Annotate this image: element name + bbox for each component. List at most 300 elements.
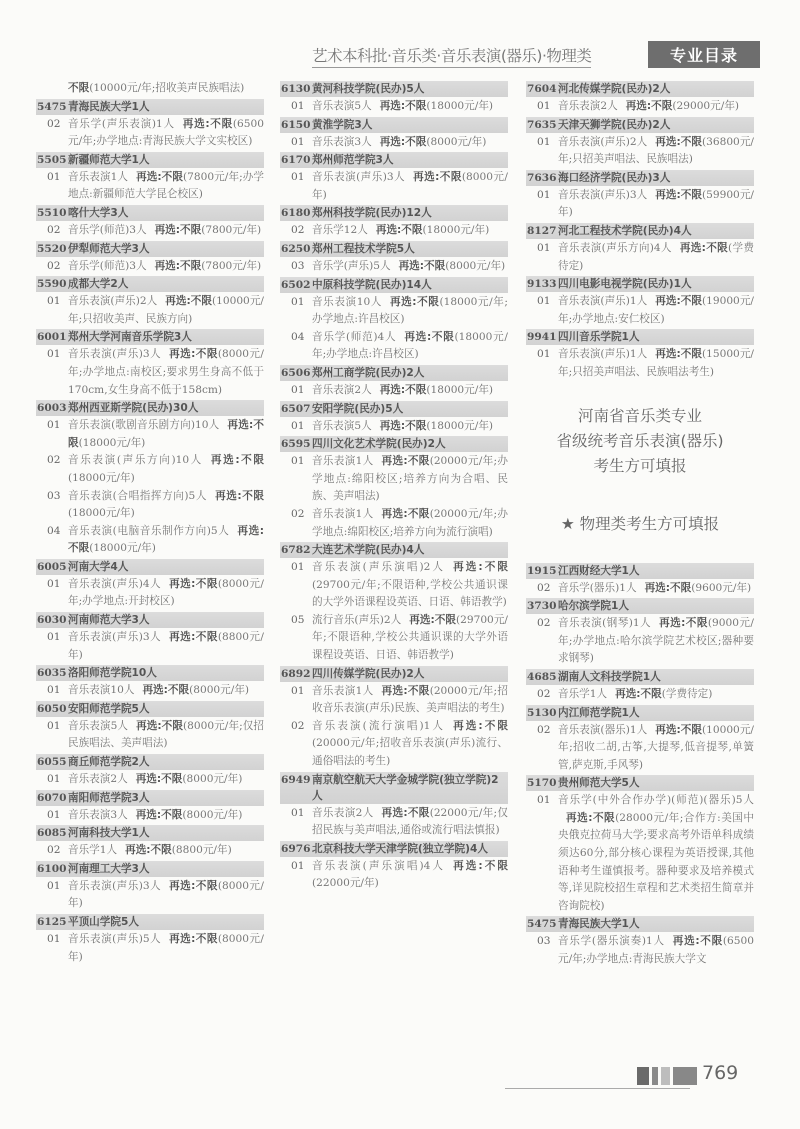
major-code: 01 xyxy=(537,348,551,361)
major-code xyxy=(47,80,68,98)
footer-divider xyxy=(505,1088,690,1089)
school-name: 四川文化艺术学院(民办)2人 xyxy=(312,438,446,451)
major-entry xyxy=(280,258,508,276)
major-code: 01 xyxy=(47,348,61,361)
reselect-requirement: 再选:不限 xyxy=(154,259,202,272)
major-entry xyxy=(280,718,508,771)
major-text xyxy=(312,612,508,665)
major-name: 音乐表演2人 xyxy=(558,100,618,112)
school-name: 安阳学院(民办)5人 xyxy=(312,402,404,415)
reselect-requirement: 再选:不限 xyxy=(165,295,212,308)
school-header xyxy=(36,241,264,257)
major-code: 01 xyxy=(537,188,551,201)
school-header xyxy=(36,665,264,681)
school-name: 内江师范学院1人 xyxy=(558,706,640,719)
major-text xyxy=(558,686,754,704)
major-text xyxy=(68,258,264,276)
major-note: (19000元/年;办学地点:安仁校区) xyxy=(558,295,754,325)
major-entry xyxy=(36,771,264,789)
major-name: 音乐表演10人 xyxy=(68,684,135,697)
school-name: 郑州大学河南音乐学院3人 xyxy=(68,331,192,344)
school-header xyxy=(526,276,754,292)
major-entry xyxy=(280,858,508,893)
school-code: 5130 xyxy=(527,706,557,719)
major-entry xyxy=(526,240,754,275)
major-name: 音乐学(器乐)1人 xyxy=(558,581,637,594)
major-code: 01 xyxy=(537,241,551,254)
major-entry xyxy=(280,453,508,506)
school-code: 6150 xyxy=(281,118,311,131)
major-name: 音乐表演5人 xyxy=(68,719,129,732)
major-name: 音乐学(声乐表演)1人 xyxy=(68,117,175,130)
major-entry xyxy=(36,931,264,966)
major-note: (8000元/年;办学地点:南校区;要求男生身高不低于170cm,女生身高不低于158cm) xyxy=(68,348,264,396)
school-name: 喀什大学3人 xyxy=(68,206,129,219)
major-name: 音乐表演5人 xyxy=(312,100,372,112)
major-text xyxy=(68,488,264,523)
major-name: 音乐学1人 xyxy=(558,687,608,700)
major-entry xyxy=(36,258,264,276)
school-header xyxy=(526,81,754,97)
school-name: 河南理工大学3人 xyxy=(68,862,150,875)
reselect-requirement: 再选:不限 xyxy=(389,295,440,308)
school-name: 河南师范大学3人 xyxy=(68,614,150,627)
school-name: 中原科技学院(民办)14人 xyxy=(312,278,432,291)
school-code: 4685 xyxy=(527,670,557,683)
school-header xyxy=(36,400,264,416)
major-note: (28000元/年;合作方:美国中央俄克拉荷马大学;要求高考外语单科成绩须达60分,部分核心课程为英语授课,其他语种考生谨慎报考。器种要求及培养模式等,详见院校招生章程和艺术类招生简章并咨询院校) xyxy=(558,811,754,912)
major-code: 01 xyxy=(291,455,305,468)
major-name: 音乐表演1人 xyxy=(312,455,374,468)
major-text xyxy=(558,134,754,169)
school-code: 6005 xyxy=(37,560,67,573)
reselect-requirement: 再选:不限 xyxy=(68,419,264,449)
major-entry xyxy=(526,580,754,598)
school-header xyxy=(526,705,754,721)
school-code: 3730 xyxy=(527,600,557,613)
major-text xyxy=(68,452,264,487)
major-note: (29700元/年;不限语种,学校公共通识课的大学外语课程设英语、日语、韩语教学) xyxy=(312,578,508,609)
major-text xyxy=(68,80,264,98)
major-text xyxy=(68,293,264,328)
reselect-requirement: 再选:不限 xyxy=(169,933,218,945)
major-code: 03 xyxy=(47,489,61,502)
reselect-requirement: 再选:不限 xyxy=(68,524,264,555)
major-name: 音乐学(声乐)5人 xyxy=(312,259,391,272)
major-text xyxy=(312,222,508,240)
reselect-requirement: 再选:不限 xyxy=(615,687,662,700)
reselect-requirement: 再选:不限 xyxy=(679,241,729,254)
major-code: 01 xyxy=(291,684,305,697)
major-name: 音乐表演(器乐)1人 xyxy=(558,723,648,736)
school-code: 6250 xyxy=(281,242,311,255)
major-text xyxy=(68,523,264,558)
major-entry xyxy=(280,382,508,400)
major-note: (8000元/年) xyxy=(68,879,264,910)
column-middle xyxy=(280,80,508,893)
major-code: 02 xyxy=(47,223,61,236)
major-entry xyxy=(526,615,754,668)
major-entry xyxy=(36,718,264,753)
major-note: (10000元/年;招收二胡,古筝,大提琴,低音提琴,单簧管,萨克斯,手风琴) xyxy=(558,723,754,771)
school-name: 郑州工程技术学院5人 xyxy=(312,242,415,255)
major-note: (9000元/年;办学地点:哈尔滨学院艺术校区;器种要求钢琴) xyxy=(558,617,754,665)
major-entry xyxy=(280,329,508,364)
major-code: 01 xyxy=(47,719,61,732)
school-name: 河北传媒学院(民办)2人 xyxy=(558,83,671,95)
major-text xyxy=(312,683,508,718)
school-code: 6180 xyxy=(281,207,311,220)
major-code: 02 xyxy=(47,844,61,857)
major-note: (18000元/年) xyxy=(426,419,494,432)
major-text xyxy=(558,293,754,328)
major-code: 01 xyxy=(291,806,305,819)
major-name: 音乐表演(钢琴)1人 xyxy=(558,617,652,630)
school-name: 湖南人文科技学院1人 xyxy=(558,670,661,683)
major-name: 音乐学(器乐演奏)1人 xyxy=(558,935,665,948)
reselect-requirement: 再选:不限 xyxy=(215,489,264,502)
school-code: 6506 xyxy=(281,366,311,379)
major-text xyxy=(312,718,508,771)
school-code: 5510 xyxy=(37,206,67,219)
major-note: (8000元/年;仅招民族唱法、美声唱法) xyxy=(68,719,264,750)
major-text xyxy=(558,933,754,968)
major-code: 02 xyxy=(537,617,551,630)
school-header xyxy=(36,790,264,806)
major-entry xyxy=(36,523,264,558)
school-header xyxy=(280,666,508,682)
major-code: 01 xyxy=(47,170,61,183)
school-header xyxy=(526,598,754,614)
major-text xyxy=(68,771,264,789)
major-entry xyxy=(36,576,264,611)
major-code: 02 xyxy=(291,507,305,520)
major-code: 01 xyxy=(537,100,551,112)
major-entry xyxy=(280,506,508,541)
major-entry xyxy=(36,878,264,913)
reselect-requirement: 再选:不限 xyxy=(398,259,446,272)
major-text xyxy=(312,559,508,612)
school-code: 7635 xyxy=(527,118,557,131)
major-note: (10000元/年;只招收美声、民族方向) xyxy=(68,295,264,325)
school-name: 商丘师范学院2人 xyxy=(68,756,150,769)
major-code: 01 xyxy=(47,933,61,945)
reselect-requirement: 再选:不限 xyxy=(379,100,427,112)
major-code: 01 xyxy=(47,577,61,590)
major-note: (18000元/年;办学地点:许昌校区) xyxy=(312,295,508,326)
major-entry xyxy=(526,98,754,116)
major-text xyxy=(312,294,508,329)
major-code: 01 xyxy=(291,561,305,574)
reselect-requirement: 再选:不限 xyxy=(210,454,264,467)
major-entry xyxy=(36,80,264,98)
school-header xyxy=(526,117,754,133)
major-name: 音乐学(师范)3人 xyxy=(68,259,147,272)
reselect-requirement: 再选:不限 xyxy=(453,859,508,872)
reselect-requirement: 再选:不限 xyxy=(136,719,183,732)
school-name: 江西财经大学1人 xyxy=(558,564,640,577)
school-header xyxy=(36,152,264,168)
major-name: 音乐表演(声乐演唱)4人 xyxy=(312,859,446,872)
reselect-requirement: 再选:不限 xyxy=(566,811,616,824)
major-name: 音乐表演3人 xyxy=(312,135,372,148)
reselect-requirement: 再选:不限 xyxy=(655,723,702,736)
column-right xyxy=(526,80,754,969)
major-text xyxy=(68,931,264,966)
major-note: (学费待定) xyxy=(558,241,754,272)
major-name: 音乐表演(声乐)5人 xyxy=(68,933,162,945)
school-header xyxy=(36,701,264,717)
school-header xyxy=(280,401,508,417)
school-header xyxy=(36,914,264,930)
school-header xyxy=(280,841,508,857)
major-entry xyxy=(36,293,264,328)
school-code: 6030 xyxy=(37,614,67,627)
school-header xyxy=(36,276,264,292)
major-text xyxy=(558,580,754,598)
major-entry xyxy=(36,222,264,240)
major-text xyxy=(312,506,508,541)
major-note: (18000元/年) xyxy=(422,224,490,237)
school-name: 南阳师范学院3人 xyxy=(68,791,150,804)
major-code: 02 xyxy=(47,454,61,467)
school-header xyxy=(36,559,264,575)
major-entry xyxy=(526,187,754,222)
reselect-requirement: 再选:不限 xyxy=(169,631,218,644)
major-code: 04 xyxy=(291,330,305,343)
major-name: 音乐学12人 xyxy=(312,224,368,237)
reselect-requirement: 再选:不限 xyxy=(169,879,218,892)
major-note: (8000元/年) xyxy=(182,808,243,821)
school-name: 安阳师范学院5人 xyxy=(68,702,150,715)
major-name: 音乐表演(声乐)3人 xyxy=(558,188,648,201)
school-name: 郑州师范学院3人 xyxy=(312,154,394,167)
school-code: 6085 xyxy=(37,827,67,840)
school-header xyxy=(526,329,754,345)
major-text xyxy=(68,346,264,399)
major-text xyxy=(68,807,264,825)
major-entry xyxy=(280,559,508,612)
school-header xyxy=(526,170,754,186)
major-text xyxy=(68,682,264,700)
major-text xyxy=(312,858,508,893)
major-note: (7800元/年;办学地点:新疆师范大学昆仑校区) xyxy=(68,170,264,201)
major-name: 音乐表演(声乐)3人 xyxy=(68,631,162,644)
school-code: 5590 xyxy=(37,278,67,291)
school-header xyxy=(280,81,508,97)
reselect-requirement: 再选:不限 xyxy=(453,561,508,574)
major-note: (59900元/年) xyxy=(558,188,754,219)
school-header xyxy=(36,99,264,115)
major-note: (18000元/年) xyxy=(89,542,156,555)
school-header xyxy=(280,205,508,221)
school-name: 青海民族大学1人 xyxy=(68,100,150,113)
major-text xyxy=(558,240,754,275)
major-code: 01 xyxy=(291,135,305,148)
major-entry xyxy=(526,134,754,169)
reselect-requirement: 再选:不限 xyxy=(125,844,172,857)
page-number: 769 xyxy=(702,1062,739,1084)
major-name: 音乐表演(声乐演唱)2人 xyxy=(312,561,446,574)
subsection-heading xyxy=(526,513,754,535)
major-entry xyxy=(36,682,264,700)
major-note: (20000元/年;办学地点:绵阳校区;培养方向为流行演唱) xyxy=(312,507,508,538)
major-note: (15000元/年;只招美声唱法、民族唱法考生) xyxy=(558,348,754,378)
school-header xyxy=(526,563,754,579)
major-code: 02 xyxy=(537,723,551,736)
school-code: 9941 xyxy=(527,331,557,344)
school-header xyxy=(280,241,508,257)
reselect-requirement: 再选:不限 xyxy=(409,613,456,626)
major-name: 音乐表演(流行演唱)1人 xyxy=(312,719,446,732)
major-text xyxy=(68,842,264,860)
school-header xyxy=(526,223,754,239)
reselect-requirement: 再选:不限 xyxy=(453,719,508,732)
school-name: 成都大学2人 xyxy=(68,278,129,291)
school-code: 5520 xyxy=(37,242,67,255)
major-note: (18000元/年) xyxy=(68,507,135,520)
school-name: 洛阳师范学院10人 xyxy=(68,667,157,680)
reselect-requirement: 再选:不限 xyxy=(655,295,702,308)
school-header xyxy=(36,329,264,345)
reselect-requirement: 再选:不限 xyxy=(136,170,183,183)
reselect-requirement: 再选:不限 xyxy=(169,348,218,361)
major-name: 音乐表演3人 xyxy=(68,808,128,821)
major-note: (9600元/年) xyxy=(691,581,752,594)
major-note: (8000元/年) xyxy=(182,773,243,786)
reselect-requirement: 再选:不限 xyxy=(375,224,423,237)
major-entry xyxy=(280,805,508,840)
reselect-requirement: 再选:不限 xyxy=(381,507,430,520)
major-code: 01 xyxy=(47,631,61,644)
school-code: 9133 xyxy=(527,278,557,291)
major-note: (29000元/年) xyxy=(672,100,740,112)
major-code: 02 xyxy=(47,117,61,130)
major-entry xyxy=(526,722,754,775)
school-name: 南京航空航天大学金城学院(独立学院)2人 xyxy=(312,773,499,802)
notice-line: 省级统考音乐表演(器乐) xyxy=(556,431,724,450)
school-code: 7604 xyxy=(527,83,557,95)
major-note: (8800元/年) xyxy=(171,844,232,857)
school-header xyxy=(280,772,508,804)
major-entry xyxy=(280,98,508,116)
school-header xyxy=(526,916,754,932)
major-note: (7800元/年) xyxy=(201,223,262,236)
major-code: 01 xyxy=(47,808,61,821)
column-left xyxy=(36,80,264,966)
school-name: 贵州师范大学5人 xyxy=(558,777,640,790)
school-header xyxy=(36,825,264,841)
school-code: 6502 xyxy=(281,278,311,291)
major-entry xyxy=(526,346,754,381)
page-decoration xyxy=(637,1067,697,1085)
school-code: 6055 xyxy=(37,756,67,769)
reselect-requirement: 再选:不限 xyxy=(135,808,183,821)
school-code: 6003 xyxy=(37,402,67,415)
major-text xyxy=(68,878,264,913)
major-text xyxy=(68,222,264,240)
reselect-requirement: 再选:不限 xyxy=(659,617,708,630)
major-text xyxy=(68,417,264,452)
major-name: 音乐表演(声乐)3人 xyxy=(68,348,162,361)
subsection-title: 物理类考生方可填报 xyxy=(579,514,720,533)
major-text xyxy=(68,169,264,204)
major-note: (20000元/年;办学地点:绵阳校区;培养方向为合唱、民族、美声唱法) xyxy=(312,455,508,503)
major-text xyxy=(312,418,508,436)
school-name: 哈尔滨学院1人 xyxy=(558,600,629,613)
reselect-requirement: 再选:不限 xyxy=(135,773,183,786)
school-name: 北京科技大学天津学院(独立学院)4人 xyxy=(312,842,488,855)
major-note: (8000元/年) xyxy=(312,171,508,201)
major-note: (22000元/年;仅招民族与美声唱法,通俗或流行唱法慎报) xyxy=(312,806,508,837)
major-name: 音乐表演5人 xyxy=(312,419,372,432)
major-note: (学费待定) xyxy=(661,687,713,700)
school-name: 郑州工商学院(民办)2人 xyxy=(312,366,425,379)
major-entry xyxy=(36,417,264,452)
school-header xyxy=(280,152,508,168)
major-code: 01 xyxy=(291,171,305,184)
star-icon: ★ xyxy=(560,514,580,533)
reselect-requirement: 再选:不限 xyxy=(413,171,462,184)
major-note: (6500元/年;办学地点:青海民族大学文 xyxy=(558,935,754,966)
school-code: 8127 xyxy=(527,224,557,237)
major-name: 音乐表演(合唱指挥方向)5人 xyxy=(68,489,208,502)
major-entry xyxy=(526,792,754,915)
major-note: (6500元/年;办学地点:青海民族大学文实校区) xyxy=(68,117,264,148)
major-code: 01 xyxy=(291,419,305,432)
major-code: 05 xyxy=(291,613,305,626)
major-note: (20000元/年;招收音乐表演(声乐)民族、美声唱法的考生) xyxy=(312,684,508,715)
reselect-requirement: 再选:不限 xyxy=(381,806,430,819)
major-entry xyxy=(36,488,264,523)
major-entry xyxy=(280,612,508,665)
school-code: 6070 xyxy=(37,791,67,804)
major-note: (18000元/年;办学地点:许昌校区) xyxy=(312,330,508,361)
major-name: 音乐表演(声乐)1人 xyxy=(558,348,648,361)
reselect-requirement: 再选:不限 xyxy=(655,188,702,201)
major-note: (8000元/年) xyxy=(426,135,487,148)
major-code: 03 xyxy=(291,259,305,272)
major-note: (36800元/年;只招美声唱法、民族唱法) xyxy=(558,135,754,166)
major-entry xyxy=(526,293,754,328)
school-header xyxy=(280,277,508,293)
major-name: 音乐表演1人 xyxy=(312,684,374,697)
major-text xyxy=(312,453,508,506)
major-code: 01 xyxy=(537,135,551,148)
school-code: 6507 xyxy=(281,402,311,415)
reselect-requirement: 再选:不限 xyxy=(379,419,427,432)
major-code: 01 xyxy=(47,773,61,786)
school-name: 河南大学4人 xyxy=(68,560,129,573)
major-entry xyxy=(280,418,508,436)
reselect-requirement: 再选:不限 xyxy=(381,455,430,468)
major-text xyxy=(312,258,508,276)
school-name: 黄河科技学院(民办)5人 xyxy=(312,83,425,95)
school-header xyxy=(36,754,264,770)
major-entry xyxy=(526,933,754,968)
breadcrumb: 艺术本科批·音乐类·音乐表演(器乐)·物理类 xyxy=(312,44,591,68)
major-note: (10000元/年;招收美声民族唱法) xyxy=(89,82,245,94)
school-code: 6949 xyxy=(281,773,311,786)
school-code: 5475 xyxy=(37,100,67,113)
school-name: 海口经济学院(民办)3人 xyxy=(558,171,671,184)
school-name: 四川音乐学院1人 xyxy=(558,331,640,344)
school-code: 6001 xyxy=(37,331,67,344)
major-code: 02 xyxy=(291,719,305,732)
major-text xyxy=(68,116,264,151)
major-text xyxy=(312,134,508,152)
school-header xyxy=(36,612,264,628)
